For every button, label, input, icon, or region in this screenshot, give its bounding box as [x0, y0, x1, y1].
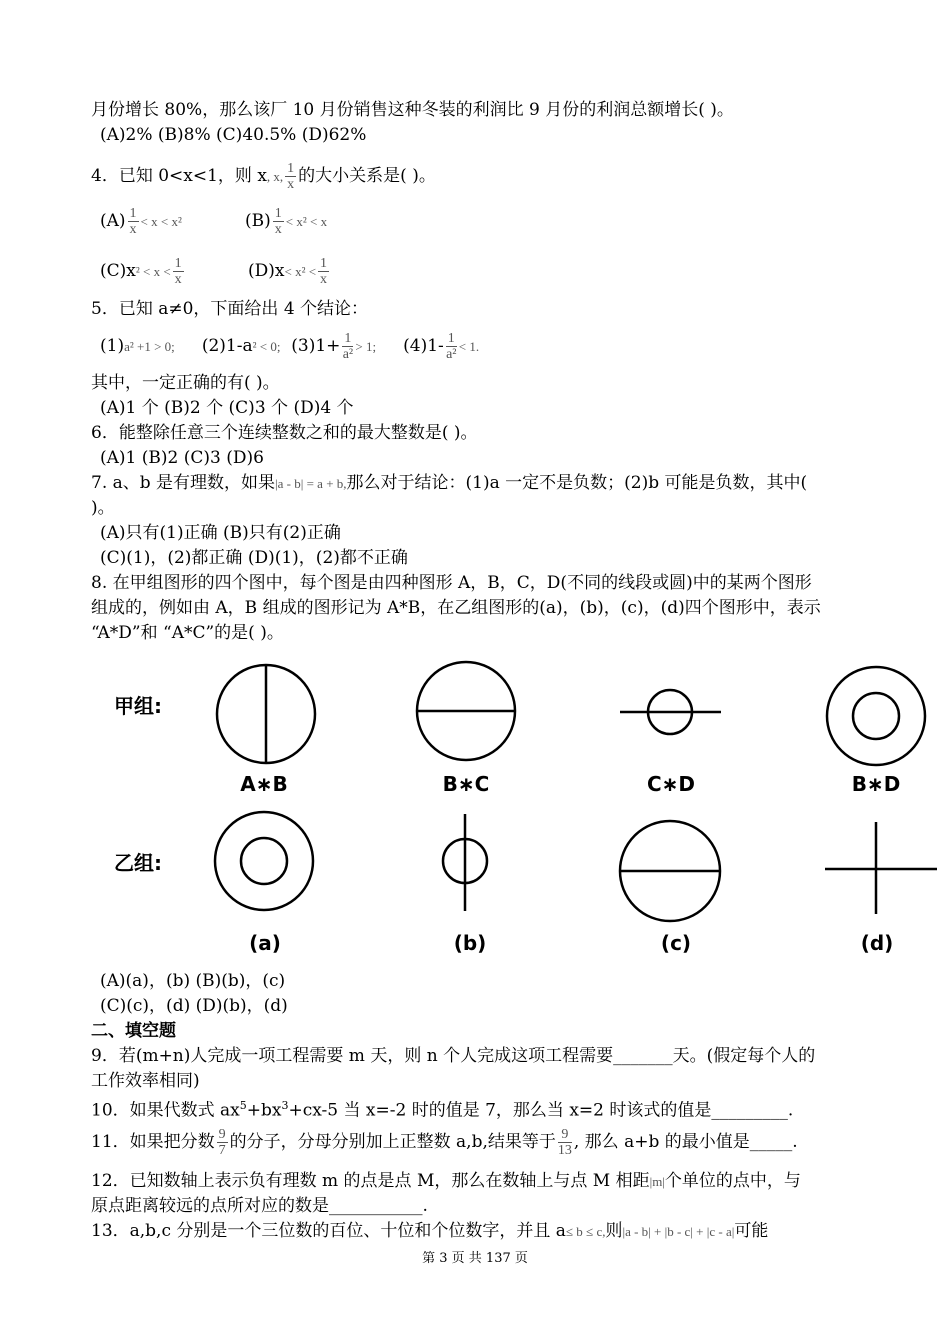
caption-c-d: C∗D [646, 772, 696, 796]
group-label-yi: 乙组: [114, 851, 162, 875]
page-footer: 第 3 页 共 137 页 [422, 1251, 528, 1266]
q4-stem: 4．已知 0<x<1，则 x, x, $\frac{1}{x}$ 的大小关系是( )。 [91, 161, 436, 192]
q4-option-a: (A) $\frac{1}{x}$ < x < x² [100, 206, 182, 237]
q3-options: (A)2% (B)8% (C)40.5% (D)62% [100, 125, 367, 145]
q4-option-b: (B) $\frac{1}{x}$ < x² < x [245, 206, 328, 237]
q5-stem: 5．已知 a≠0，下面给出 4 个结论： [91, 299, 369, 319]
q8-line-2: 组成的，例如由 A，B 组成的图形记为 A*B，在乙组图形的(a)，(b)，(c)，(d)四个图形中，表示 [91, 598, 821, 618]
caption-b-c: B∗C [442, 772, 490, 796]
q11-stem: 11．如果把分数 $\frac{9}{7}$ 的分子，分母分别加上正整数 a,b,结果等于 $\frac{9}{13}$ , 那么 a+b 的最小值是_____. [91, 1127, 798, 1158]
q7-stem: 7. a、b 是有理数，如果|a - b| = a + b,那么对于结论：(1)a 一定不是负数；(2)b 可能是负数，其中( [91, 473, 808, 493]
caption-b: (b) [453, 931, 487, 955]
circle-shape [215, 812, 313, 910]
q9-line-2: 工作效率相同) [91, 1071, 200, 1091]
section-heading: 二、填空题 [91, 1021, 176, 1041]
caption-a-b: A∗B [240, 772, 288, 796]
q13-stem: 13．a,b,c 分别是一个三位数的百位、十位和个位数字，并且 a≤ b ≤ c,则|a - b| + |b - c| + |c - a|可能 [91, 1221, 769, 1241]
q8-options-1: (A)(a)，(b) (B)(b)，(c) [100, 971, 286, 991]
q5-options: (A)1 个 (B)2 个 (C)3 个 (D)4 个 [100, 398, 354, 418]
q7-options-2: (C)(1)，(2)都正确 (D)(1)，(2)都不正确 [100, 548, 408, 568]
q10-stem: 10．如果代数式 $ax^5+bx^3+cx-5$ 当 x=-2 时的值是 7，那么当 x=2 时该式的值是_________. [91, 1099, 794, 1121]
q12-line-2: 原点距离较远的点所对应的数是___________. [91, 1196, 428, 1216]
q5-tail: 其中，一定正确的有( )。 [91, 373, 280, 393]
q9-line-1: 9．若(m+n)人完成一项工程需要 m 天，则 n 个人完成这项工程需要_______天。(假定每个人的 [91, 1046, 816, 1066]
q7-stem-end: )。 [91, 498, 115, 518]
circle-shape [241, 838, 287, 884]
caption-b-d: B∗D [851, 772, 901, 796]
q4-option-c: (C)x² < x < $\frac{1}{x}$ [100, 256, 182, 287]
q7-options-1: (A)只有(1)正确 (B)只有(2)正确 [100, 523, 341, 543]
q4-option-d: (D)x< x² < $\frac{1}{x}$ [248, 256, 328, 287]
caption-d: (d) [860, 931, 894, 955]
q12-line-1: 12．已知数轴上表示负有理数 m 的点是点 M，那么在数轴上与点 M 相距|m|个单位的点中，与 [91, 1171, 801, 1191]
q6-stem: 6．能整除任意三个连续整数之和的最大整数是( )。 [91, 423, 478, 443]
group-label-jia: 甲组: [114, 694, 162, 718]
circle-shape [827, 667, 925, 765]
q3-continuation: 月份增长 80%，那么该厂 10 月份销售这种冬装的利润比 9 月份的利润总额增长( )。 [91, 100, 734, 120]
q8-line-3: “A*D”和 “A*C”的是( )。 [91, 623, 284, 643]
circle-shape [853, 693, 899, 739]
q6-options: (A)1 (B)2 (C)3 (D)6 [100, 448, 264, 468]
caption-a: (a) [249, 931, 281, 955]
q8-options-2: (C)(c)，(d) (D)(b)，(d) [100, 996, 288, 1016]
q8-figure [0, 650, 950, 970]
caption-c: (c) [660, 931, 692, 955]
q8-line-1: 8. 在甲组图形的四个图中，每个图是由四种图形 A，B，C，D(不同的线段或圆)中的某两个图形 [91, 573, 812, 593]
q5-conclusions: (1)a² +1 > 0; (2)1-a² < 0; (3)1+ $\frac{1}{\text{a²}}$ > 1; (4)1- $\frac{1}{\text{a²}}$ < 1. [100, 331, 480, 362]
